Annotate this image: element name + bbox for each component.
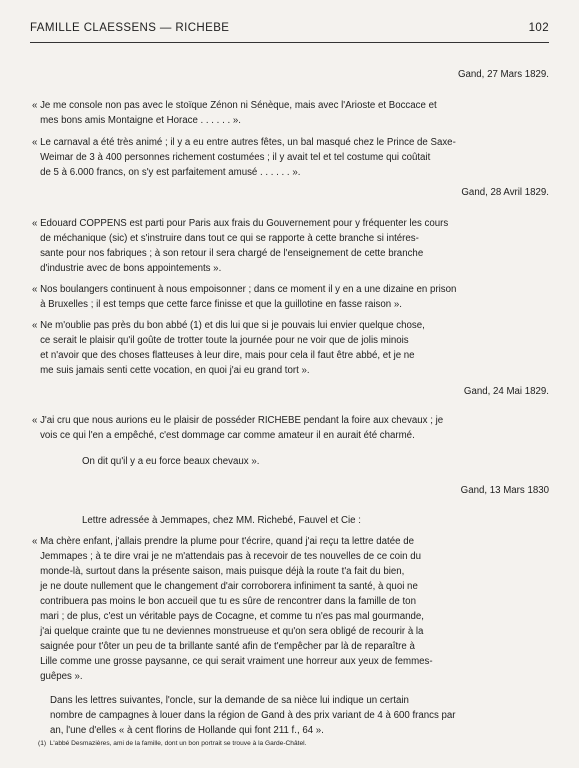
letter-date: Gand, 28 Avril 1829. [461,187,549,198]
page-header [30,22,549,34]
quote-paragraph: On dit qu'il y a eu force beaux chevaux ». [82,456,260,467]
running-title: FAMILLE CLAESSENS — RICHEBE [30,22,230,34]
letter-address: Lettre adressée à Jemmapes, chez MM. Richebé, Fauvel et Cie : [82,515,361,526]
letter-date: Gand, 24 Mai 1829. [463,386,549,397]
footnote: (1) L'abbé Desmazières, ami de la famille, dont un bon portrait se trouve à la Garde-Châtel. [38,740,307,747]
quote-paragraph: « Edouard COPPENS est parti pour Paris aux frais du Gouvernement pour y fréquenter les cours de méchanique (sic) et s'instruire dans tout ce qui se rapporte à cette branche si intéres- sante pour nos fabriques ; à son retour il sera chargé de l'enseignement de cette branche d'industrie avec de bons appointements ». [32,218,449,274]
letter-date: Gand, 27 Mars 1829. [457,69,549,80]
quote-paragraph: « J'ai cru que nous aurions eu le plaisir de posséder RICHEBE pendant la foire aux chevaux ; je vois ce qui l'en a empêché, c'est dommage car comme amateur il en aurait été charmé. [32,415,444,441]
header-rule [30,42,549,43]
quote-paragraph: « Je me console non pas avec le stoïque Zénon ni Sénèque, mais avec l'Arioste et Boccace et mes bons amis Montaigne et Horace . . . . . . ». [32,100,437,126]
commentary-paragraph: Dans les lettres suivantes, l'oncle, sur la demande de sa nièce lui indique un certain nombre de campagnes à louer dans la région de Gand à des prix variant de 4 à 600 francs par an, l'une d'elles « à cent florins de Hollande qui font 211 f., 64 ». [50,695,456,736]
quote-paragraph: « Le carnaval a été très animé ; il y a eu entre autres fêtes, un bal masqué chez le Prince de Saxe- Weimar de 3 à 400 personnes richement costumées ; il y avait tel et tel costume qui coûtait de 5 à 6.000 francs, on s'y est parfaitement amusé . . . . . . ». [32,137,456,178]
letter-date: Gand, 13 Mars 1830 [460,485,549,496]
page-number: 102 [528,22,549,34]
quote-paragraph: « Ne m'oublie pas près du bon abbé (1) et dis lui que si je pouvais lui envier quelque chose, ce serait le plaisir qu'il goûte de trotter toute la journée pour ne voir que de jolis minois et n'avoir que des choses flatteuses à leur dire, mais pour cela il faut être abbé, et je ne me suis jamais senti cette vocation, en quoi j'ai eu grand tort ». [32,320,425,376]
quote-paragraph: « Nos boulangers continuent à nous empoisonner ; dans ce moment il y en a une dizaine en prison à Bruxelles ; il est temps que cette farce finisse et que la guillotine en fasse raison ». [32,284,457,310]
letter-paragraph: « Ma chère enfant, j'allais prendre la plume pour t'écrire, quand j'ai reçu ta lettre datée de Jemmapes ; à te dire vrai je ne m'attendais pas à recevoir de tes nouvelles de ce coin du monde-là, surtout dans la présente saison, mais puisque déjà la route t'a fait du bien, je ne doute nullement que le changement d'air corroborera infiniment ta santé, à quoi ne contribuera pas moins le bon accueil que tu es sûre de rencontrer dans la famille de ton mari ; de plus, c'est un véritable pays de Cocagne, et comme tu n'es pas mal gourmande, j'ai quelque crainte que tu ne deviennes monstrueuse et qu'on sera obligé de recourir à la saignée pour t'ôter un peu de ta brillante santé afin de t'empêcher par là de reparaître à Lille comme une grosse paysanne, ce qui serait vraiment une horreur aux yeux de femmes- guêpes ». [32,536,433,682]
